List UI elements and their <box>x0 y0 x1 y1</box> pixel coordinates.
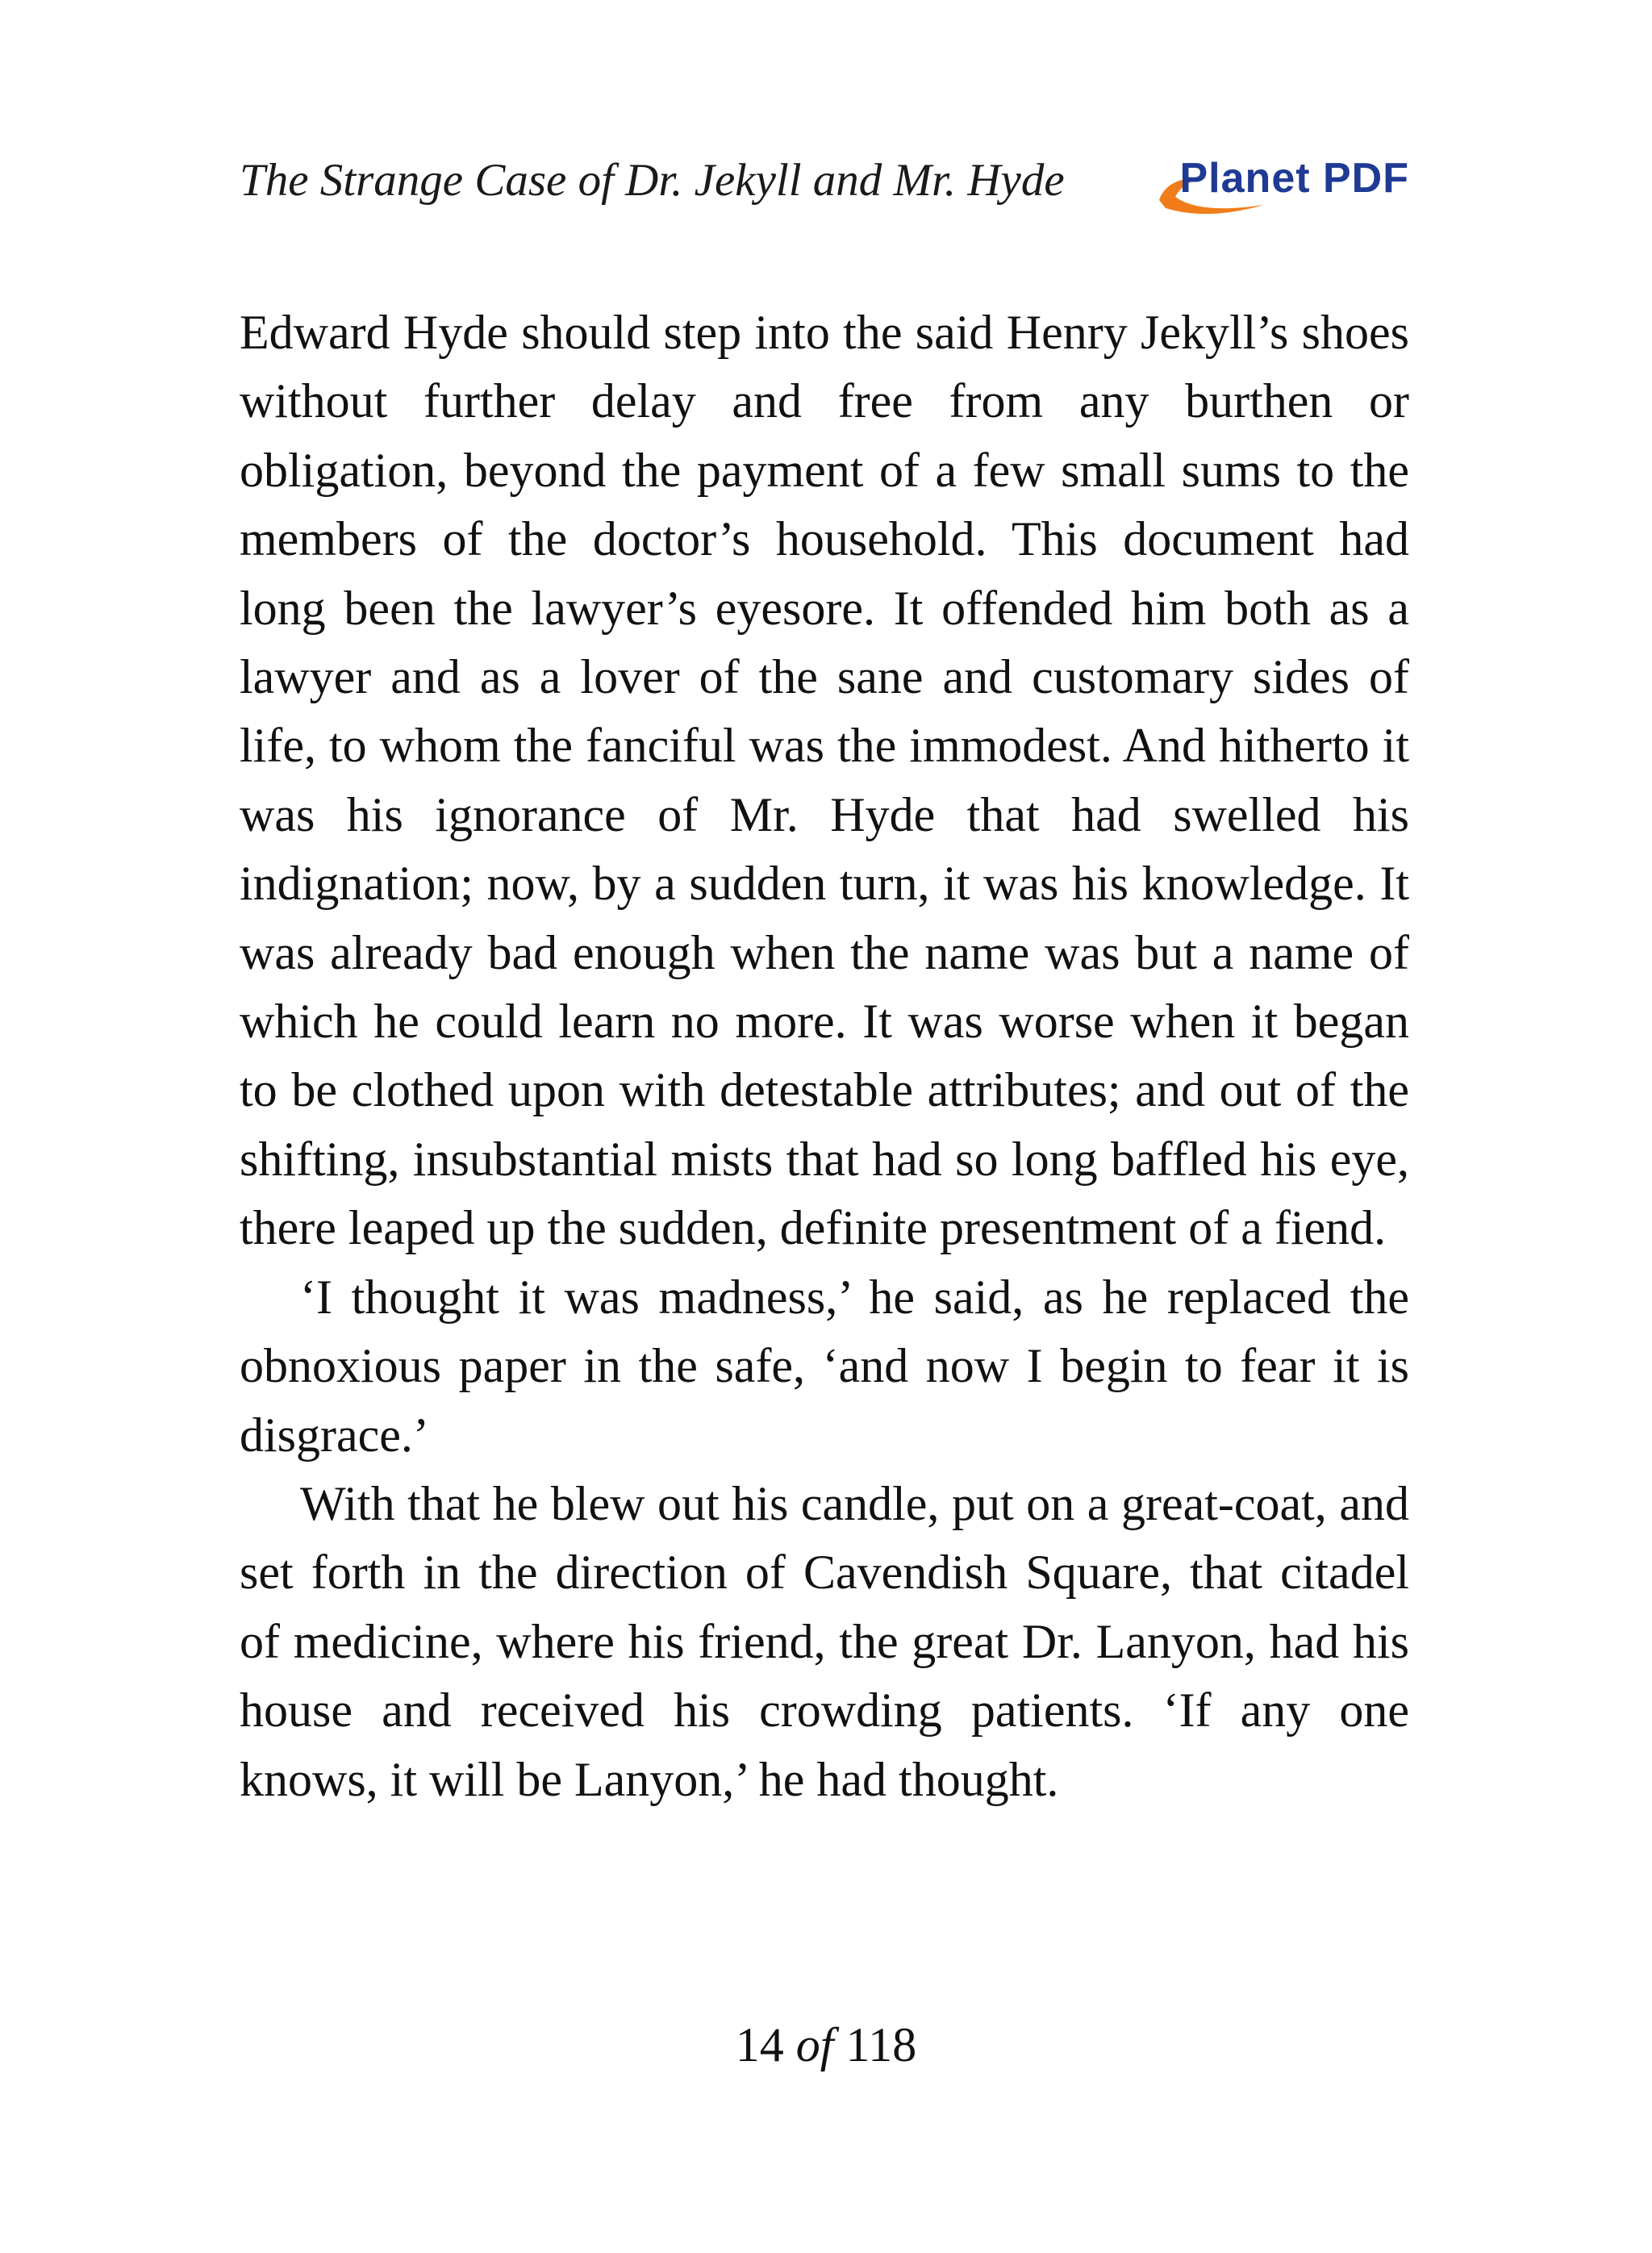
body-text <box>240 298 1409 1814</box>
paragraph-3: With that he blew out his candle, put on a great-coat, and set forth in the direction of Cavendish Square, that citadel of medicine, where his friend, the great Dr. Lanyon, had his house and received his crowding patients. ‘If any one knows, it will be Lanyon,’ he had thought. <box>240 1476 1409 1806</box>
page-of-label: of <box>795 2018 834 2072</box>
logo-text: Planet PDF <box>1179 155 1409 202</box>
total-pages-number: 118 <box>845 2018 917 2072</box>
paragraph-1: Edward Hyde should step into the said Henry Jekyll’s shoes without further delay and free from any burthen or obligation, beyond the payment of a few small sums to the members of the doctor’s household. This document had long been the lawyer’s eyesore. It offended him both as a lawyer and as a lover of the sane and customary sides of life, to whom the fanciful was the immodest. And hitherto it was his ignorance of Mr. Hyde that had swelled his indignation; now, by a sudden turn, it was his knowledge. It was already bad enough when the name was but a name of which he could learn no more. It was worse when it began to be clothed upon with detestable attributes; and out of the shifting, insubstantial mists that had so long baffled his eye, there leaped up the sudden, definite presentment of a fiend. <box>240 306 1409 1255</box>
page-number <box>0 2013 1652 2077</box>
planet-pdf-logo[interactable] <box>1151 150 1409 215</box>
book-title: The Strange Case of Dr. Jekyll and Mr. Hyde <box>240 155 1065 206</box>
paragraph-2: ‘I thought it was madness,’ he said, as he replaced the obnoxious paper in the safe, ‘and now I begin to fear it is disgrace.’ <box>240 1270 1409 1462</box>
current-page-number: 14 <box>735 2018 784 2072</box>
page-header <box>240 144 1409 224</box>
